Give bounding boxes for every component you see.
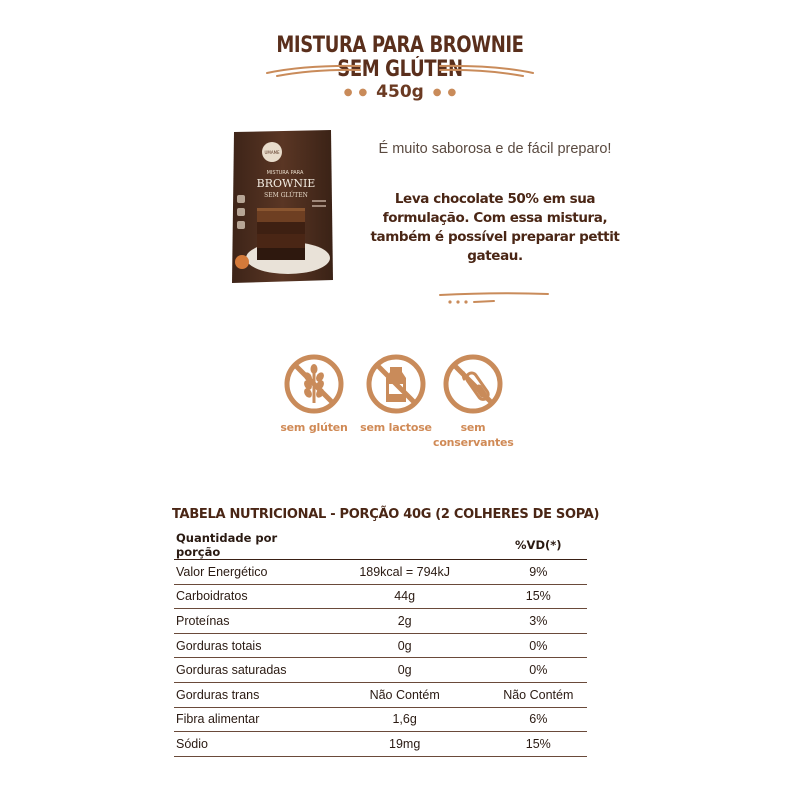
swoosh-divider-icon (436, 291, 551, 305)
header-vd: %VD(*) (490, 531, 587, 560)
nutrient-value: 189kcal = 794kJ (320, 560, 490, 585)
badge-sem-gluten (274, 353, 354, 435)
nutrient-name: Sódio (174, 732, 320, 757)
no-milk-icon (365, 353, 427, 415)
table-row (174, 633, 587, 658)
dot-icon: ● (432, 86, 442, 98)
nutrition-table (174, 531, 587, 757)
dot-icon: ● (447, 86, 457, 98)
nutrient-name: Gorduras trans (174, 682, 320, 707)
nutrient-value: 0g (320, 658, 490, 683)
nutrient-vd: 0% (490, 633, 587, 658)
badge-sem-lactose (356, 353, 436, 435)
table-row (174, 609, 587, 634)
package-brand: UMAME (264, 150, 280, 155)
no-wheat-icon (283, 353, 345, 415)
badge-label: sem conservantes (433, 421, 514, 449)
nutrient-name: Gorduras totais (174, 633, 320, 658)
swoosh-right-icon (435, 63, 535, 77)
nutrient-value: 44g (320, 584, 490, 609)
nutrient-value: 1,6g (320, 707, 490, 732)
badge-label: sem glúten (280, 421, 348, 434)
description-intro: É muito saborosa e de fácil preparo! (378, 141, 612, 157)
nutrition-header-row (174, 531, 587, 560)
table-row (174, 584, 587, 609)
nutrition-table-title: TABELA NUTRICIONAL - PORÇÃO 40G (2 COLHERES DE SOPA) (172, 507, 600, 522)
nutrient-value: 19mg (320, 732, 490, 757)
nutrient-value: 2g (320, 609, 490, 634)
product-weight: 450g (376, 82, 424, 102)
nutrient-value: Não Contém (320, 682, 490, 707)
table-row (174, 707, 587, 732)
package-line-1: MISTURA PARA (266, 170, 304, 176)
nutrient-vd: 3% (490, 609, 587, 634)
weight-row (0, 82, 800, 102)
nutrient-value: 0g (320, 633, 490, 658)
title-line-2: SEM GLÚTEN (337, 57, 463, 82)
nutrient-name: Carboidratos (174, 584, 320, 609)
product-title (0, 34, 800, 82)
nutrient-vd: 15% (490, 732, 587, 757)
product-package-image (230, 130, 335, 283)
no-preservatives-icon (442, 353, 504, 415)
swoosh-left-icon (265, 63, 365, 77)
dot-icon: ● (343, 86, 353, 98)
title-line-1: MISTURA PARA BROWNIE (276, 33, 524, 58)
badge-sem-conservantes (433, 353, 513, 450)
nutrient-name: Valor Energético (174, 560, 320, 585)
badge-label: sem lactose (360, 421, 432, 434)
nutrient-vd: Não Contém (490, 682, 587, 707)
table-row (174, 560, 587, 585)
nutrient-vd: 9% (490, 560, 587, 585)
nutrient-name: Gorduras saturadas (174, 658, 320, 683)
header-quantity: Quantidade por porção (174, 531, 320, 560)
package-line-3: SEM GLÚTEN (264, 192, 308, 199)
table-row (174, 658, 587, 683)
table-row (174, 732, 587, 757)
nutrient-name: Proteínas (174, 609, 320, 634)
nutrient-vd: 6% (490, 707, 587, 732)
header-value (320, 531, 490, 560)
package-line-2: BROWNIE (256, 177, 316, 190)
nutrient-vd: 15% (490, 584, 587, 609)
nutrient-name: Fibra alimentar (174, 707, 320, 732)
nutrient-vd: 0% (490, 658, 587, 683)
description-highlight: Leva chocolate 50% em sua formulação. Com essa mistura, também é possível preparar pettit gateau. (370, 191, 620, 264)
dot-icon: ● (358, 86, 368, 98)
table-row (174, 682, 587, 707)
